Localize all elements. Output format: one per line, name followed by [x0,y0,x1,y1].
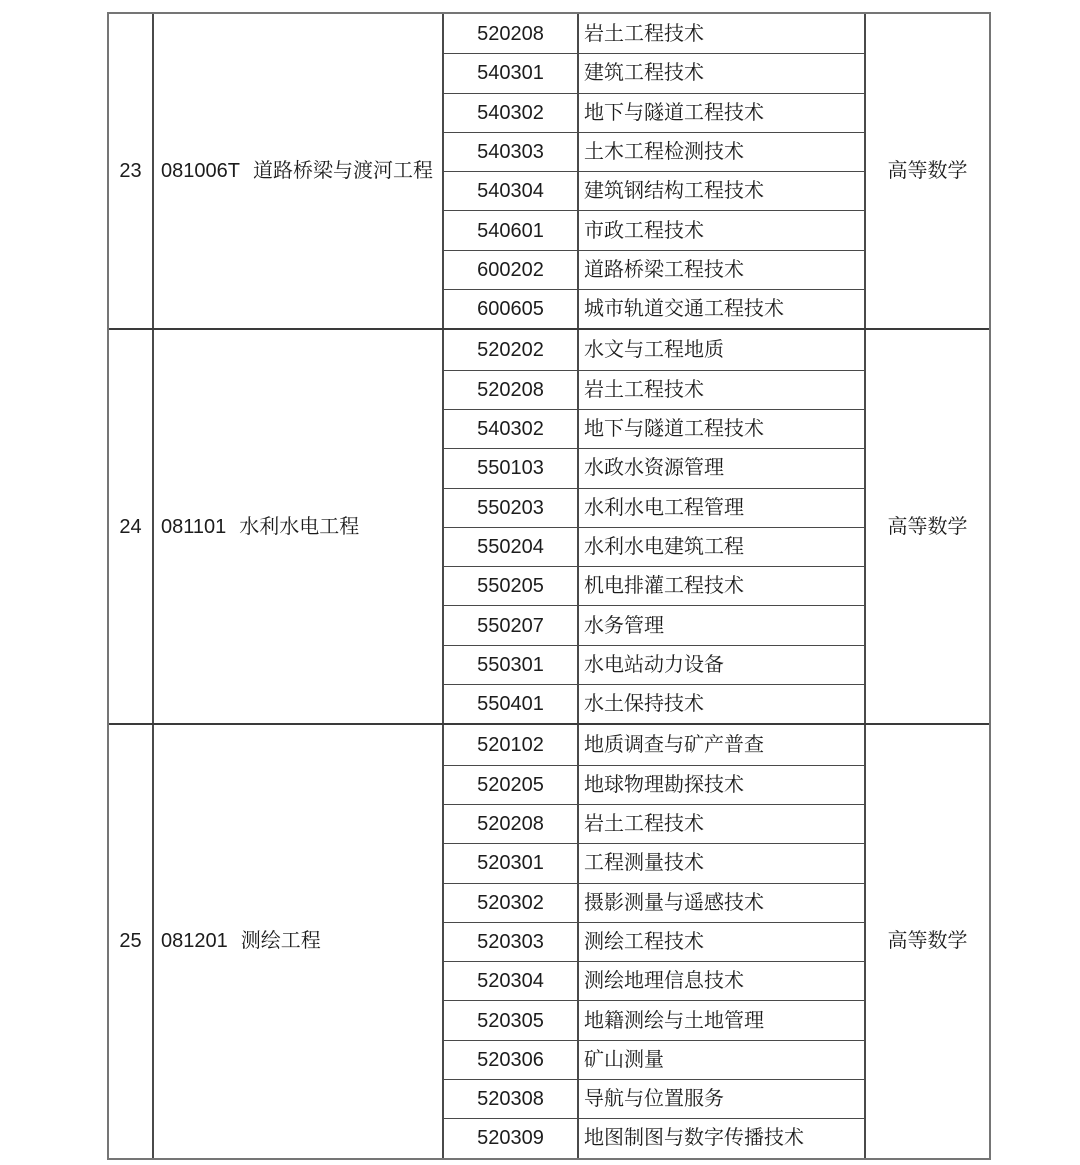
sub-name: 岩土工程技术 [577,371,864,409]
sub-name: 土木工程检测技术 [577,133,864,171]
sub-row [444,93,864,132]
sub-row [444,1118,864,1157]
sub-rows [444,330,866,723]
sub-name: 城市轨道交通工程技术 [577,290,864,328]
sub-name: 岩土工程技术 [577,14,864,53]
sub-rows [444,14,866,328]
sub-name: 测绘地理信息技术 [577,962,864,1000]
major-cell [154,330,444,723]
sub-code: 520305 [477,1009,544,1032]
sub-row [444,171,864,210]
sub-row [444,409,864,448]
sub-code: 540302 [477,101,544,124]
sub-row [444,488,864,527]
sub-row [444,210,864,249]
sub-row [444,289,864,328]
sub-row [444,1040,864,1079]
row-number: 24 [109,330,154,723]
sub-name: 水电站动力设备 [577,646,864,684]
sub-code: 550301 [477,653,544,676]
table-group [109,725,989,1157]
major-code: 081101 [161,515,227,538]
sub-row [444,53,864,92]
sub-name: 建筑工程技术 [577,54,864,92]
sub-name: 测绘工程技术 [577,923,864,961]
sub-code: 540601 [477,219,544,242]
exam-subject: 高等数学 [887,930,968,953]
sub-code: 540301 [477,62,544,85]
sub-code: 550204 [477,536,544,558]
sub-code: 520308 [477,1088,544,1111]
sub-name: 岩土工程技术 [577,805,864,843]
sub-code: 550205 [477,575,544,598]
sub-name: 地球物理勘探技术 [577,766,864,804]
exam-subject: 高等数学 [887,515,968,538]
sub-code: 520202 [477,339,544,362]
sub-code: 550401 [477,693,544,716]
sub-name: 水利水电建筑工程 [577,528,864,566]
sub-row [444,1079,864,1118]
sub-code: 550103 [477,457,544,480]
sub-code: 520208 [477,813,544,836]
sub-row [444,132,864,171]
sub-code: 520102 [477,733,544,756]
sub-row [444,684,864,723]
sub-row [444,1000,864,1039]
sub-name: 市政工程技术 [577,211,864,249]
row-number: 23 [109,14,154,328]
major-code: 081006T [161,160,240,183]
sub-name: 水政水资源管理 [577,449,864,487]
sub-name: 摄影测量与遥感技术 [577,884,864,922]
sub-row [444,448,864,487]
sub-row [444,566,864,605]
sub-name: 地质调查与矿产普查 [577,725,864,764]
sub-code: 520306 [477,1048,544,1071]
sub-name: 地下与隧道工程技术 [577,410,864,448]
sub-code: 520303 [477,930,544,953]
major-name: 测绘工程 [240,930,321,953]
sub-code: 520304 [477,970,544,993]
sub-name: 导航与位置服务 [577,1080,864,1118]
sub-name: 地籍测绘与土地管理 [577,1001,864,1039]
sub-name: 水文与工程地质 [577,330,864,369]
sub-row [444,804,864,843]
table-group [109,14,989,330]
sub-row [444,883,864,922]
sub-code: 520302 [477,891,544,914]
sub-row [444,843,864,882]
major-cell [154,725,444,1157]
sub-code: 550203 [477,496,544,519]
sub-code: 540303 [477,141,544,164]
sub-row [444,250,864,289]
sub-code: 520309 [477,1127,544,1150]
row-number: 25 [109,725,154,1157]
majors-table [107,12,991,1160]
sub-name: 地图制图与数字传播技术 [577,1119,864,1157]
major-name: 水利水电工程 [239,515,360,538]
sub-code: 540302 [477,418,544,441]
sub-row [444,922,864,961]
sub-code: 520208 [477,378,544,401]
sub-name: 道路桥梁工程技术 [577,251,864,289]
sub-name: 工程测量技术 [577,844,864,882]
sub-rows [444,725,866,1157]
sub-name: 水利水电工程管理 [577,489,864,527]
sub-code: 550207 [477,614,544,637]
major-code: 081201 [161,930,228,953]
sub-row [444,527,864,566]
sub-row [444,605,864,644]
sub-code: 520208 [477,22,544,45]
sub-name: 水务管理 [577,606,864,644]
sub-code: 600202 [477,258,544,281]
sub-name: 地下与隧道工程技术 [577,94,864,132]
sub-code: 540304 [477,180,544,203]
sub-row [444,330,864,369]
sub-code: 600605 [477,298,544,321]
sub-name: 矿山测量 [577,1041,864,1079]
sub-name: 机电排灌工程技术 [577,567,864,605]
sub-row [444,370,864,409]
exam-subject: 高等数学 [887,160,968,183]
sub-row [444,765,864,804]
sub-row [444,645,864,684]
major-cell [154,14,444,328]
sub-row [444,725,864,764]
major-name: 道路桥梁与渡河工程 [252,160,433,183]
sub-row [444,14,864,53]
sub-code: 520301 [477,852,544,875]
sub-code: 520205 [477,773,544,796]
sub-row [444,961,864,1000]
sub-name: 建筑钢结构工程技术 [577,172,864,210]
table-group [109,330,989,725]
sub-name: 水土保持技术 [577,685,864,723]
